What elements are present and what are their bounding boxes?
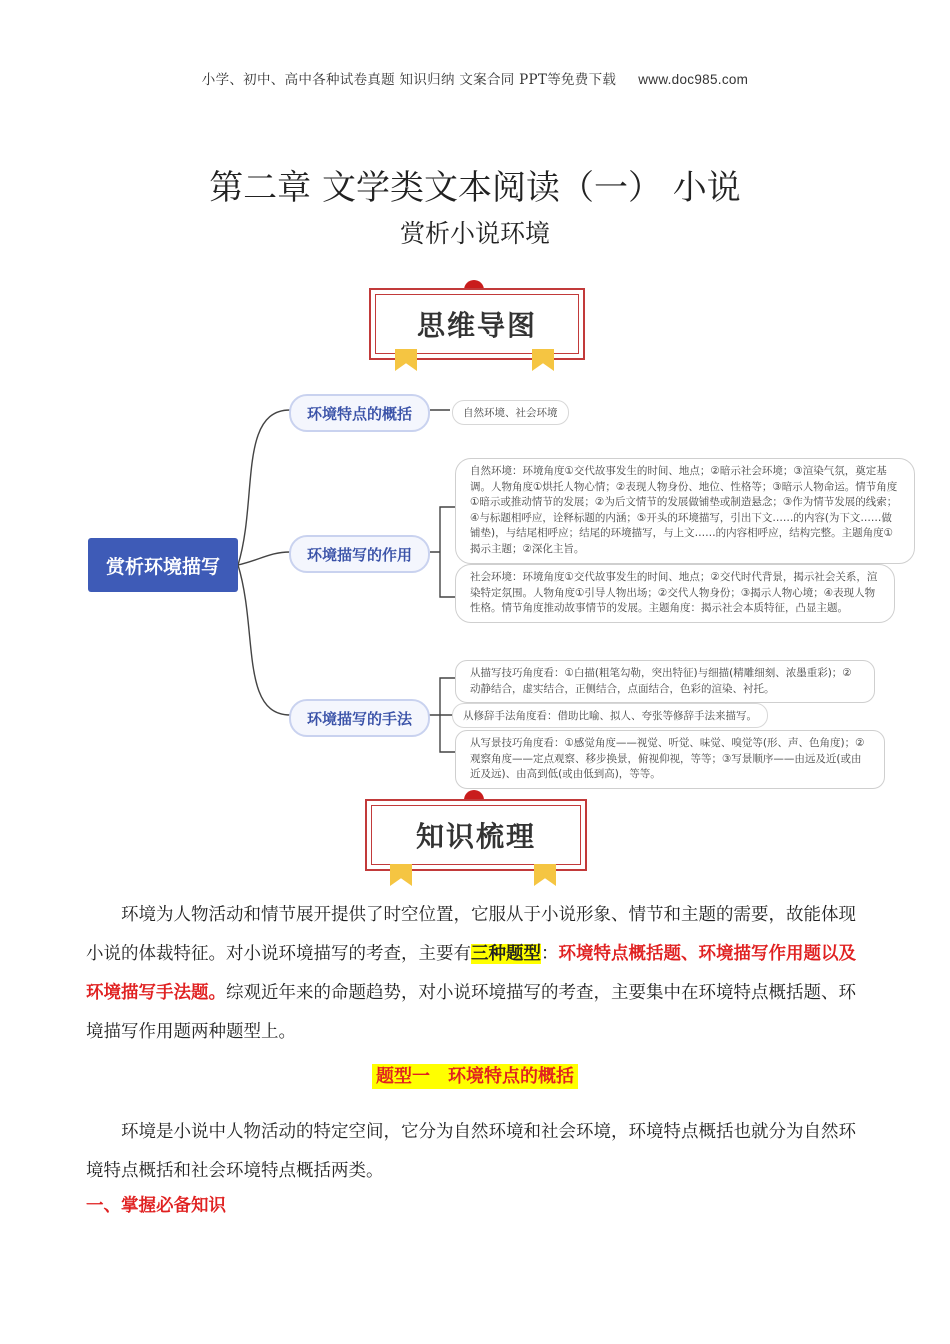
- page-title: 第二章 文学类文本阅读（一） 小说: [209, 168, 741, 208]
- section-title-label: 题型一 环境特点的概括: [372, 1064, 578, 1089]
- leaf-natural-env: 自然环境：环境角度①交代故事发生的时间、地点；②暗示社会环境；③渲染气氛，奠定基调。人物角度①烘托人物心情；②表现人物身份、地位、性格等；③暗示人物命运。情节角度①暗示或推动情节的发展；②为后文情节的发展做铺垫或制造悬念；③作为情节发展的线索；④与标题相呼应，诠释标题的内涵；⑤开头的环境描写，引出下文……的内容(为下文……做铺垫)，与结尾相呼应；结尾的环境描写，与上文……的内容相呼应，结构完整。主题角度①揭示主题；②深化主旨。: [455, 458, 915, 564]
- ribbon-icon: [395, 349, 417, 371]
- connector-line: [238, 552, 290, 565]
- section-paragraph: 环境是小说中人物活动的特定空间，它分为自然环境和社会环境，环境特点概括也就分为自然环境特点概括和社会环境特点概括两类。: [86, 1122, 856, 1181]
- leaf-description-technique: 从描写技巧角度看：①白描(粗笔勾勒，突出特征)与细描(精雕细刻、浓墨重彩)；②动静结合，虚实结合，正侧结合，点面结合，色彩的渲染、衬托。: [455, 660, 875, 703]
- page-subtitle: 赏析小说环境: [399, 219, 550, 248]
- leaf-rhetoric: 从修辞手法角度看：借助比喻、拟人、夸张等修辞手法来描写。: [452, 703, 768, 728]
- header-text: 小学、初中、高中各种试卷真题 知识归纳 文案合同 PPT等免费下载: [201, 72, 617, 88]
- connector-line: [238, 565, 290, 715]
- intro-trend: 综观近年来的命题趋势，对小说环境描写的考查，主要集中在环境特点概括题、环境描写作用题两种题型上。: [86, 983, 856, 1042]
- intro-colon: ：: [541, 944, 559, 964]
- ribbon-icon: [532, 349, 554, 371]
- section-title: [0, 1062, 950, 1088]
- knowledge-banner-label: 知识梳理: [371, 805, 581, 865]
- intro-question-types: 环境特点概括题、环境描写作用题以及环境描写手法题。: [86, 944, 856, 1003]
- branch-env-function: 环境描写的作用: [289, 535, 430, 573]
- mindmap-banner-label: 思维导图: [375, 294, 579, 354]
- knowledge-banner: [365, 799, 587, 871]
- header-url[interactable]: www.doc985.com: [638, 72, 749, 87]
- leaf-social-env: 社会环境：环境角度①交代故事发生的时间、地点；②交代时代背景，揭示社会关系，渲染特定氛围。人物角度①引导人物出场；②交代人物身份；③揭示人物心境；④表现人物性格。情节角度推动故事情节的发展。主题角度：揭示社会本质特征，凸显主题。: [455, 564, 895, 623]
- intro-paragraph: [86, 896, 866, 1052]
- ribbon-icon: [534, 864, 556, 886]
- leaf-features: 自然环境、社会环境: [452, 400, 569, 425]
- leaf-scenery-technique: 从写景技巧角度看：①感觉角度——视觉、听觉、味觉、嗅觉等(形、声、色角度)；②观察角度——定点观察、移步换景，俯视仰视，等等；③写景顺序——由远及近(或由近及远)、由高到低(或由低到高)，等等。: [455, 730, 885, 789]
- branch-env-features: 环境特点的概括: [289, 394, 430, 432]
- highlight-three-types: 三种题型: [471, 944, 541, 964]
- connector-line: [238, 410, 290, 565]
- ribbon-icon: [390, 864, 412, 886]
- branch-env-technique: 环境描写的手法: [289, 699, 430, 737]
- connector-line: [430, 507, 455, 597]
- intro-text: 环境为人物活动和情节展开提供了时空位置，它服从于小说形象、情节和主题的需要，故能体现小说的体裁特征。对小说环境描写的考查，主要有: [86, 905, 856, 964]
- mindmap-root: 赏析环境描写: [88, 538, 238, 592]
- sub-heading: 一、掌握必备知识: [86, 1196, 226, 1216]
- page-header: [0, 68, 950, 88]
